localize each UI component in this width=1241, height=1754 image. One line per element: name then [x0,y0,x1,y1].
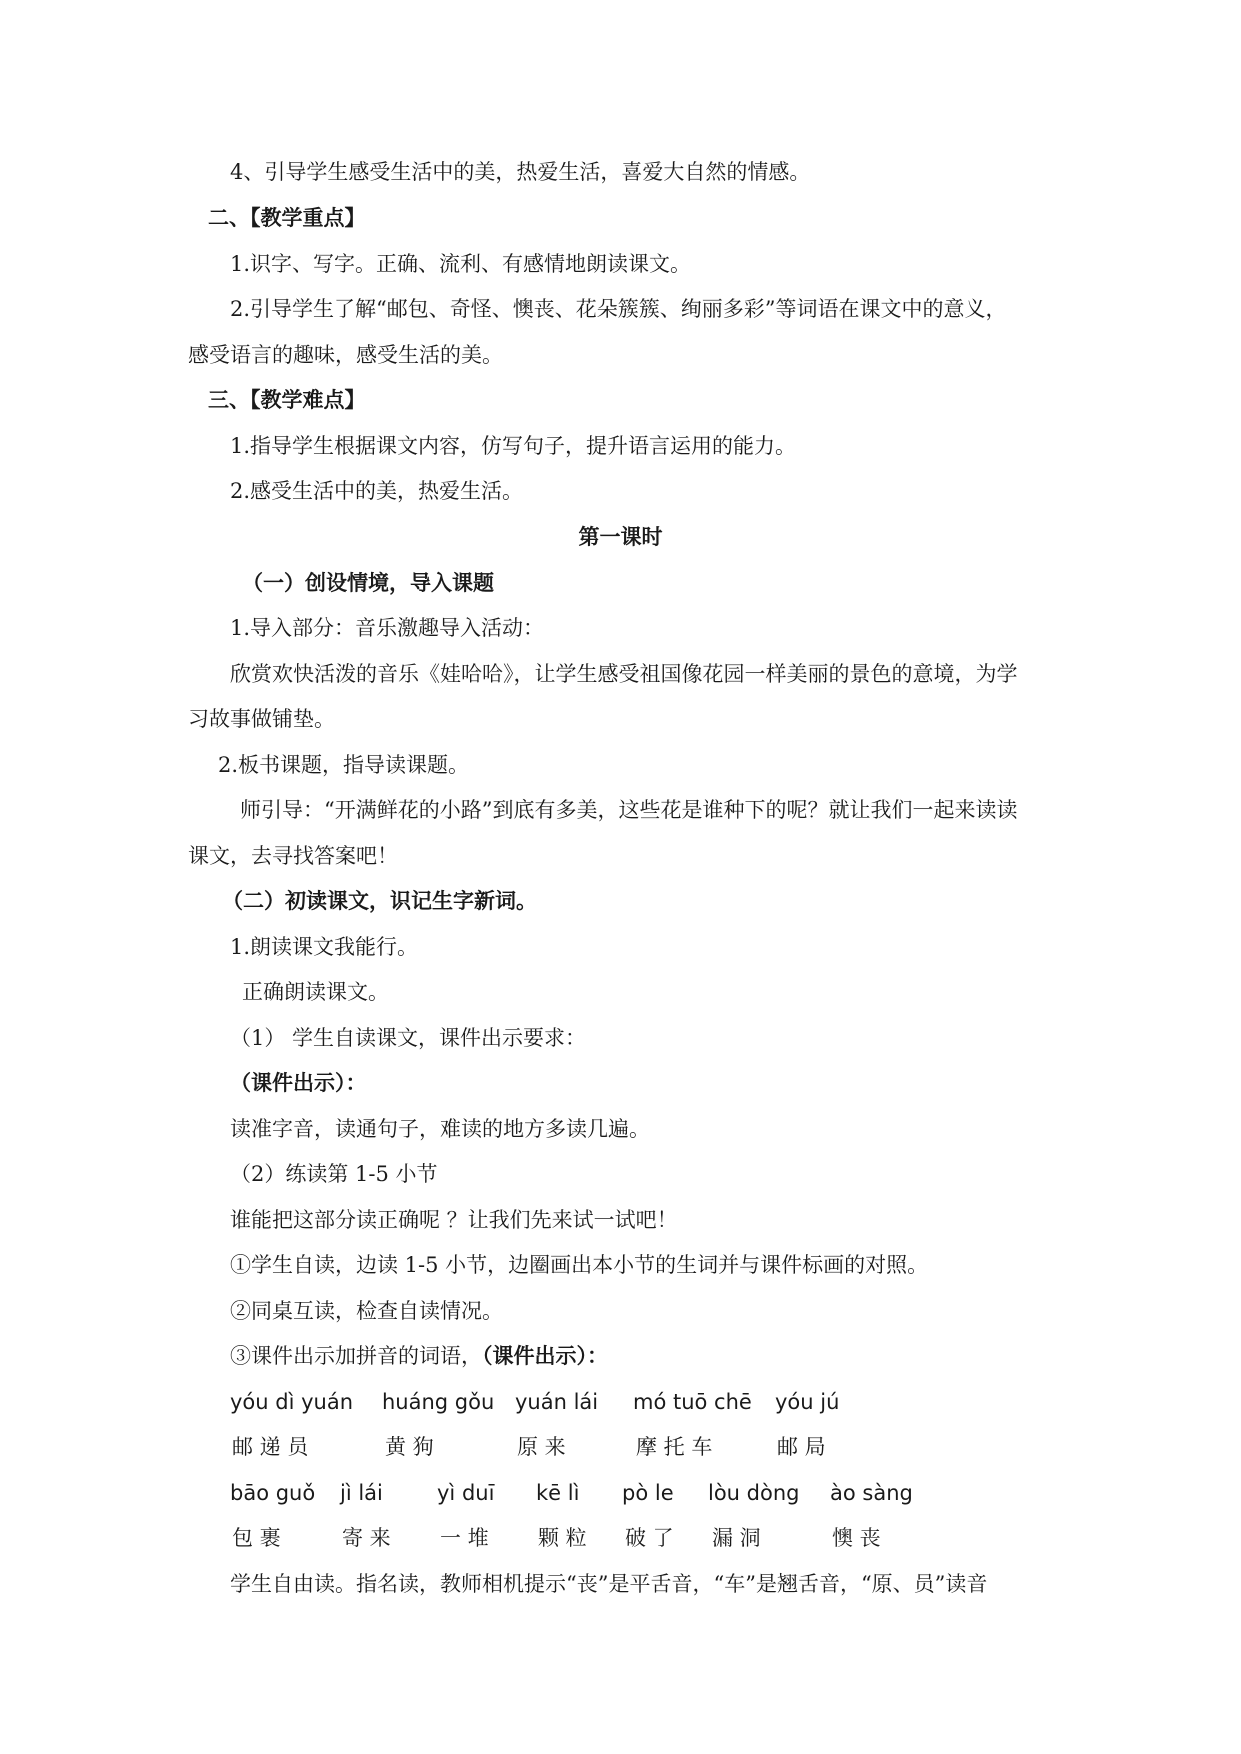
vocab-chars: 原 来 [517,1435,566,1459]
vocab-pinyin: mó tuō chē [633,1390,752,1414]
section-2-step-2: （2）练读第 1-5 小节 [230,1162,438,1186]
vocab-chars: 一 堆 [440,1526,489,1550]
section-2-step-2-text: 谁能把这部分读正确呢 ？让我们先来试一试吧！ [230,1208,678,1232]
difficulty-2: 2.感受生活中的美，热爱生活。 [230,479,524,503]
courseware-show-label: （课件出示）： [230,1071,367,1095]
vocab-chars: 破 了 [625,1526,674,1550]
section-2-item-1: 1.朗读课文我能行。 [230,935,419,959]
vocab-chars: 颗 粒 [538,1526,587,1550]
key-point-2-line2: 感受语言的趣味，感受生活的美。 [188,343,503,367]
section-1-item-2-text-line2: 课文，去寻找答案吧！ [188,844,398,868]
vocab-chars: 邮 局 [777,1435,826,1459]
vocab-pinyin: bāo guǒ [230,1481,316,1505]
difficulty-1: 1.指导学生根据课文内容，仿写句子，提升语言运用的能力。 [230,434,797,458]
section-1-item-1-text-line2: 习故事做铺垫。 [188,707,335,731]
circle-step-1: ①学生自读，边读 1-5 小节，边圈画出本小节的生词并与课件标画的对照。 [230,1253,929,1277]
section-2-heading: （二）初读课文，识记生字新词。 [222,889,537,913]
section-2-item-1-text: 正确朗读课文。 [242,980,389,1004]
vocab-pinyin: yì duī [437,1481,495,1505]
section-1-item-1: 1.导入部分：音乐激趣导入活动： [230,616,545,640]
vocab-pinyin: kē lì [536,1481,580,1505]
vocab-chars: 懊 丧 [832,1526,881,1550]
objective-4: 4、引导学生感受生活中的美，热爱生活，喜爱大自然的情感。 [230,160,811,184]
section-1-item-1-text-line1: 欣赏欢快活泼的音乐《娃哈哈》，让学生感受祖国像花园一样美丽的景色的意境，为学 [230,662,1018,686]
heading-key-points: 二、【教学重点】 [208,206,366,230]
circle-step-3-text: ③课件出示加拼音的词语， [230,1344,482,1368]
key-point-1: 1.识字、写字。正确、流利、有感情地朗读课文。 [230,252,692,276]
circle-step-3 [230,1341,608,1371]
vocab-chars: 黄 狗 [385,1435,434,1459]
vocab-chars: 包 裹 [232,1526,281,1550]
free-reading-note: 学生自由读。指名读，教师相机提示“丧”是平舌音，“车”是翘舌音，“原、员”读音 [230,1572,988,1596]
vocab-pinyin: lòu dòng [708,1481,800,1505]
reading-requirement: 读准字音，读通句子，难读的地方多读几遍。 [230,1117,650,1141]
section-1-item-2: 2.板书课题，指导读课题。 [218,753,470,777]
vocab-pinyin: huáng gǒu [382,1390,495,1414]
vocab-chars: 摩 托 车 [636,1435,713,1459]
vocab-pinyin: yóu jú [775,1390,840,1414]
vocab-pinyin: ào sàng [830,1481,913,1505]
vocab-pinyin: pò le [622,1481,674,1505]
vocab-pinyin: yóu dì yuán [230,1390,354,1414]
key-point-2-line1: 2.引导学生了解“邮包、奇怪、懊丧、花朵簇簇、绚丽多彩”等词语在课文中的意义， [230,297,1007,321]
section-1-item-2-text-line1: 师引导：“开满鲜花的小路”到底有多美，这些花是谁种下的呢？就让我们一起来读读 [240,798,1018,822]
heading-difficulties: 三、【教学难点】 [208,388,366,412]
circle-step-2: ②同桌互读，检查自读情况。 [230,1299,503,1323]
section-2-step-1: （1） 学生自读课文，课件出示要求： [230,1026,587,1050]
courseware-show-inline: （课件出示）： [482,1344,608,1368]
section-1-heading: （一）创设情境，导入课题 [242,571,494,595]
lesson-title: 第一课时 [578,525,663,549]
vocab-chars: 邮 递 员 [232,1435,309,1459]
vocab-pinyin: yuán lái [515,1390,599,1414]
vocab-chars: 寄 来 [342,1526,391,1550]
vocab-chars: 漏 洞 [712,1526,761,1550]
vocab-pinyin: jì lái [340,1481,383,1505]
